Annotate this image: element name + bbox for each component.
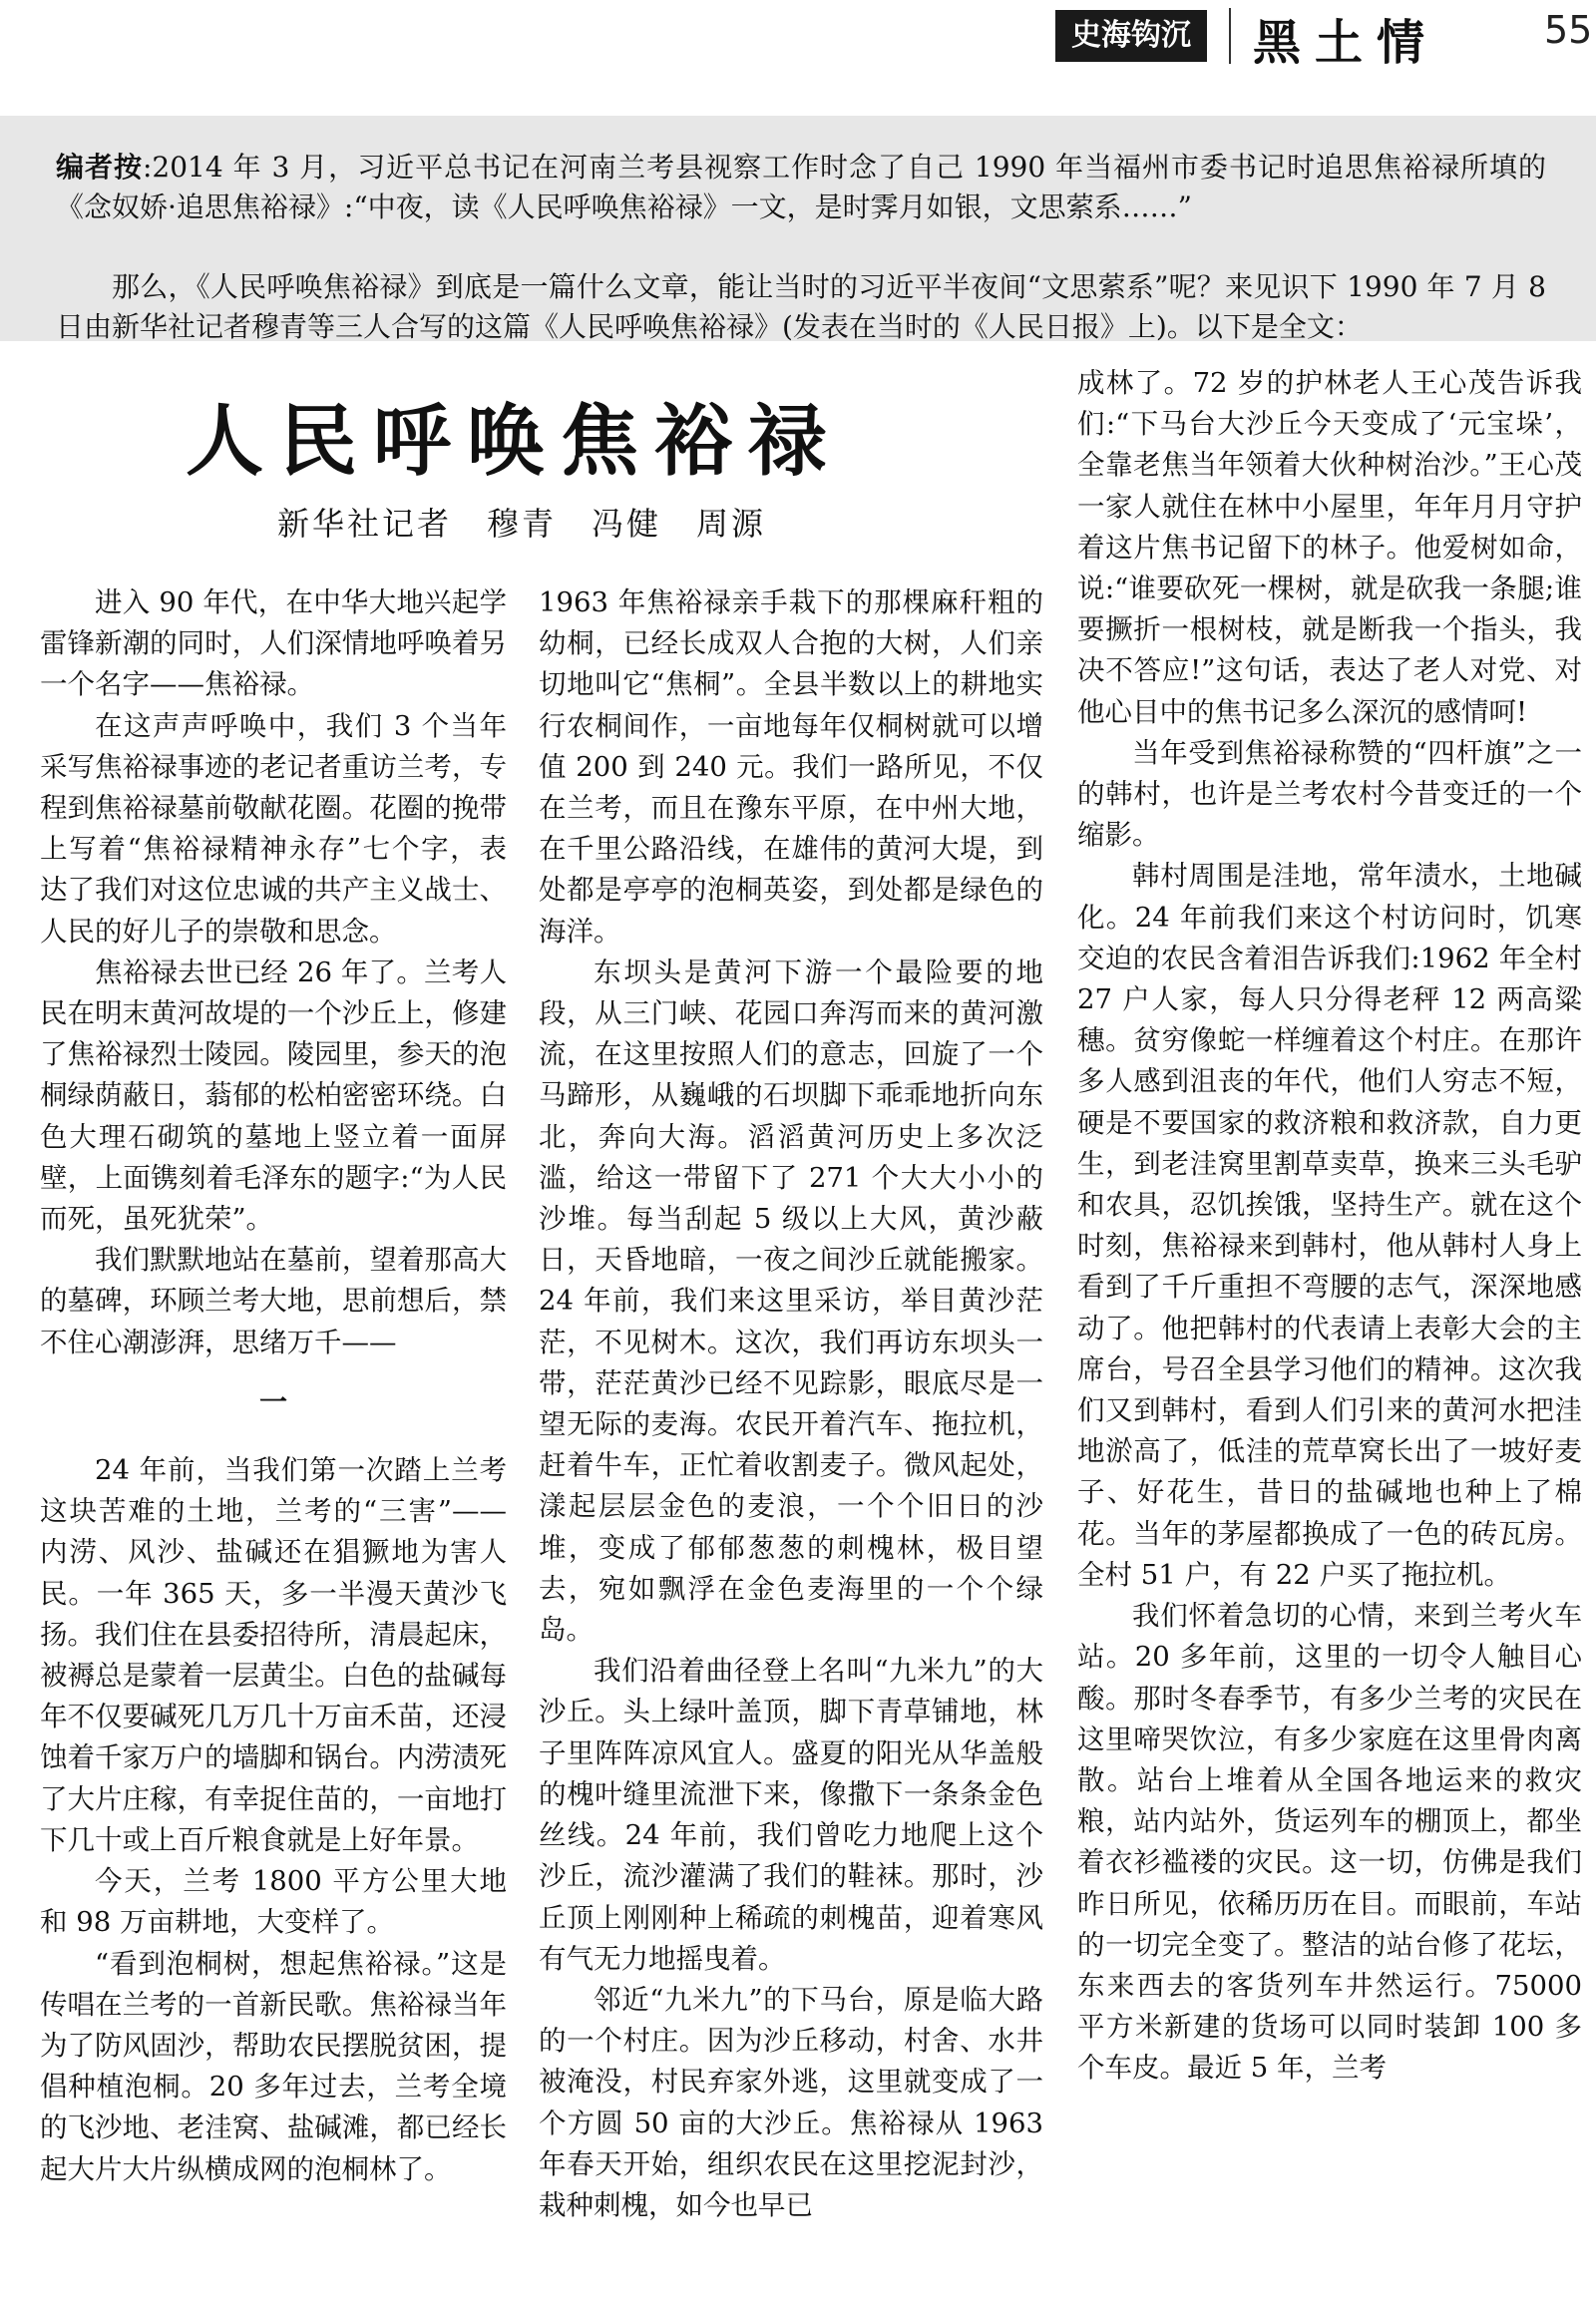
column-2 xyxy=(539,582,1043,2226)
article-title: 人民呼唤焦裕禄 xyxy=(186,397,843,487)
paragraph: 焦裕禄去世已经 26 年了。兰考人民在明末黄河故堤的一个沙丘上，修建了焦裕禄烈士陵园。陵园里，参天的泡桐绿荫蔽日，蓊郁的松柏密密环绕。白色大理石砌筑的墓地上竖立着一面屏壁，上面镌刻着毛泽东的题字:“为人民而死，虽死犹荣”。 xyxy=(40,956,507,1236)
section-number: 一 xyxy=(258,1384,287,1418)
paragraph: 东坝头是黄河下游一个最险要的地段，从三门峡、花园口奔泻而来的黄河激流，在这里按照人们的意志，回旋了一个马蹄形，从巍峨的石坝脚下乖乖地折向东北，奔向大海。滔滔黄河历史上多次泛滥，给这一带留下了 271 个大大小小的沙堆。每当刮起 5 级以上大风，黄沙蔽日，天昏地暗，一夜之间沙丘就能搬家。24 年前，我们来这里采访，举目黄沙茫茫，不见树木。这次，我们再访东坝头一带，茫茫黄沙已经不见踪影，眼底尽是一望无际的麦海。农民开着汽车、拖拉机，赶着牛车，正忙着收割麦子。微风起处，漾起层层金色的麦浪，一个个旧日的沙堆，变成了郁郁葱葱的刺槐林，极目望去，宛如飘浮在金色麦海里的一个个绿岛。 xyxy=(539,956,1043,1647)
editor-note-para2: 那么，《人民呼唤焦裕禄》到底是一篇什么文章，能让当时的习近平半夜间“文思萦系”呢？来见识下 1990 年 7 月 8 日由新华社记者穆青等三人合写的这篇《人民呼唤焦裕禄》(发表在当时的《人民日报》上)。以下是全文： xyxy=(56,270,1546,343)
paragraph: 我们怀着急切的心情，来到兰考火车站。20 多年前，这里的一切令人触目心酸。那时冬春季节，有多少兰考的灾民在这里啼哭饮泣，有多少家庭在这里骨肉离散。站台上堆着从全国各地运来的救灾粮，站内站外，货运列车的棚顶上，都坐着衣衫褴褛的灾民。这一切，仿佛是我们昨日所见，依稀历历在目。而眼前，车站的一切完全变了。整洁的站台修了花坛，东来西去的客货列车井然运行。75000 平方米新建的货场可以同时装卸 100 多个车皮。最近 5 年，兰考 xyxy=(1077,1600,1582,2085)
paragraph: 我们默默地站在墓前，望着那高大的墓碑，环顾兰考大地，思前想后，禁不住心潮澎湃，思绪万千—— xyxy=(40,1244,507,1358)
editor-note-para1: 编者按:2014 年 3 月，习近平总书记在河南兰考县视察工作时念了自己 1990 年当福州市委书记时追思焦裕禄所填的《念奴娇·追思焦裕禄》:“中夜，读《人民呼唤焦裕禄》一文，是时霁月如银，文思萦系……” xyxy=(56,151,1546,223)
section-tag: 史海钩沉 xyxy=(1055,10,1207,62)
page-number: 55 xyxy=(1544,8,1593,52)
header-divider xyxy=(1229,8,1231,64)
editor-note xyxy=(0,116,1596,341)
paragraph: 进入 90 年代，在中华大地兴起学雷锋新潮的同时，人们深情地呼唤着另一个名字——焦裕禄。 xyxy=(40,586,507,701)
article-byline: 新华社记者 穆青 冯健 周源 xyxy=(277,505,767,543)
paragraph: “看到泡桐树，想起焦裕禄。”这是传唱在兰考的一首新民歌。焦裕禄当年为了防风固沙，帮助农民摆脱贫困，提倡种植泡桐。20 多年过去，兰考全境的飞沙地、老洼窝、盐碱滩，都已经长起大片大片纵横成网的泡桐林了。 xyxy=(40,1947,507,2185)
paragraph: 韩村周围是洼地，常年渍水，土地碱化。24 年前我们来这个村访问时，饥寒交迫的农民含着泪告诉我们:1962 年全村 27 户人家，每人只分得老秤 12 两高粱穗。贫穷像蛇一样缠着这个村庄。在那许多人感到沮丧的年代，他们人穷志不短，硬是不要国家的救济粮和救济款，自力更生，到老洼窝里割草卖草，换来三头毛驴和农具，忍饥挨饿，坚持生产。就在这个时刻，焦裕禄来到韩村，他从韩村人身上看到了千斤重担不弯腰的志气，深深地感动了。他把韩村的代表请上表彰大会的主席台，号召全县学习他们的精神。这次我们又到韩村，看到人们引来的黄河水把洼地淤高了，低洼的荒草窝长出了一坡好麦子、好花生，昔日的盐碱地也种上了棉花。当年的茅屋都换成了一色的砖瓦房。全村 51 户，有 22 户买了拖拉机。 xyxy=(1077,860,1582,1591)
column-3 xyxy=(1077,363,1582,2090)
masthead: 黑土情 xyxy=(1253,15,1439,71)
paragraph: 今天，兰考 1800 平方公里大地和 98 万亩耕地，大变样了。 xyxy=(40,1865,507,1939)
paragraph: 邻近“九米九”的下马台，原是临大路的一个村庄。因为沙丘移动，村舍、水井被淹没，村民弃家外逃，这里就变成了一个方圆 50 亩的大沙丘。焦裕禄从 1963 年春天开始，组织农民在这里挖泥封沙，栽种刺槐，如今也早已 xyxy=(539,1983,1043,2221)
paragraph: 当年受到焦裕禄称赞的“四杆旗”之一的韩村，也许是兰考农村今昔变迁的一个缩影。 xyxy=(1077,736,1582,852)
page-header xyxy=(0,0,1596,72)
paragraph: 1963 年焦裕禄亲手栽下的那棵麻秆粗的幼桐，已经长成双人合抱的大树，人们亲切地叫它“焦桐”。全县半数以上的耕地实行农桐间作，一亩地每年仅桐树就可以增值 200 到 240 元。我们一路所见，不仅在兰考，而且在豫东平原，在中州大地，在千里公路沿线，在雄伟的黄河大堤，到处都是亭亭的泡桐英姿，到处都是绿色的海洋。 xyxy=(539,586,1043,948)
paragraph: 在这声声呼唤中，我们 3 个当年采写焦裕禄事迹的老记者重访兰考，专程到焦裕禄墓前敬献花圈。花圈的挽带上写着“焦裕禄精神永存”七个字，表达了我们对这位忠诚的共产主义战士、人民的好儿子的崇敬和思念。 xyxy=(40,709,507,948)
paragraph: 24 年前，当我们第一次踏上兰考这块苦难的土地，兰考的“三害”——内涝、风沙、盐碱还在猖獗地为害人民。一年 365 天，多一半漫天黄沙飞扬。我们住在县委招待所，清晨起床，被褥总是蒙着一层黄尘。白色的盐碱每年不仅要碱死几万几十万亩禾苗，还浸蚀着千家万户的墙脚和锅台。内涝渍死了大片庄稼，有幸捉住苗的，一亩地打下几十或上百斤粮食就是上好年景。 xyxy=(40,1454,507,1856)
editor-note-label: 编者按 xyxy=(56,151,143,184)
paragraph: 成林了。72 岁的护林老人王心茂告诉我们:“下马台大沙丘今天变成了‘元宝垛’，全靠老焦当年领着大伙种树治沙。”王心茂一家人就住在林中小屋里，年年月月守护着这片焦书记留下的林子。他爱树如命，说:“谁要砍死一棵树，就是砍我一条腿;谁要撅折一根树枝，就是断我一个指头，我决不答应!”这句话，表达了老人对党、对他心目中的焦书记多么深沉的感情呵! xyxy=(1077,367,1582,728)
column-1 xyxy=(40,582,507,2190)
paragraph: 我们沿着曲径登上名叫“九米九”的大沙丘。头上绿叶盖顶，脚下青草铺地，林子里阵阵凉风宜人。盛夏的阳光从华盖般的槐叶缝里流泄下来，像撒下一条条金色丝线。24 年前，我们曾吃力地爬上这个沙丘，流沙灌满了我们的鞋袜。那时，沙丘顶上刚刚种上稀疏的刺槐苗，迎着寒风有气无力地摇曳着。 xyxy=(539,1655,1043,1975)
